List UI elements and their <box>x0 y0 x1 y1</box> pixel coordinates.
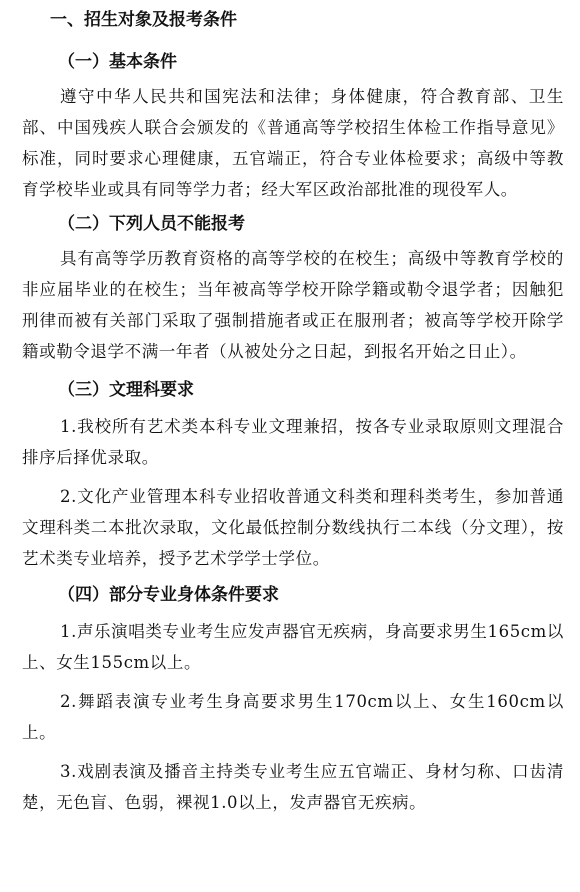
paragraph-physical-1: 1.声乐演唱类专业考生应发声器官无疾病，身高要求男生165cm以上、女生155cm以上。 <box>22 622 564 672</box>
paragraph-physical-3: 3.戏剧表演及播音主持类专业考生应五官端正、身材匀称、口齿清楚，无色盲、色弱，裸视1.0以上，发声器官无疾病。 <box>22 762 564 812</box>
section-basic-conditions <box>22 51 564 205</box>
section-ineligible <box>22 213 564 367</box>
section-heading-ineligible: （二）下列人员不能报考 <box>58 214 245 234</box>
section-heading-basic-conditions: （一）基本条件 <box>58 52 177 72</box>
paragraph-basic-conditions: 遵守中华人民共和国宪法和法律；身体健康，符合教育部、卫生部、中国残疾人联合会颁发的《普通高等学校招生体检工作指导意见》标准，同时要求心理健康，五官端正，符合专业体检要求；高级中等教育学校毕业或具有同等学力者；经大军区政治部批准的现役军人。 <box>22 87 564 199</box>
paragraph-arts-science-2: 2.文化产业管理本科专业招收普通文科类和理科类考生，参加普通文理科类二本批次录取，文化最低控制分数线执行二本线（分文理），按艺术类专业培养，授予艺术学学士学位。 <box>22 487 564 568</box>
document-page <box>0 9 580 892</box>
section-arts-science <box>22 379 564 574</box>
page-title: 一、招生对象及报考条件 <box>50 10 237 30</box>
paragraph-arts-science-1: 1.我校所有艺术类本科专业文理兼招，按各专业录取原则文理混合排序后择优录取。 <box>22 417 564 467</box>
paragraph-physical-2: 2.舞蹈表演专业考生身高要求男生170cm以上、女生160cm以上。 <box>22 692 564 742</box>
section-heading-physical-requirements: （四）部分专业身体条件要求 <box>58 585 279 605</box>
section-heading-arts-science: （三）文理科要求 <box>58 380 194 400</box>
paragraph-ineligible: 具有高等学历教育资格的高等学校的在校生；高级中等教育学校的非应届毕业的在校生；当年被高等学校开除学籍或勒令退学者；因触犯刑律而被有关部门采取了强制措施者或正在服刑者；被高等学校开除学籍或勒令退学不满一年者（从被处分之日起，到报名开始之日止）。 <box>22 249 564 361</box>
section-physical-requirements <box>22 584 564 818</box>
